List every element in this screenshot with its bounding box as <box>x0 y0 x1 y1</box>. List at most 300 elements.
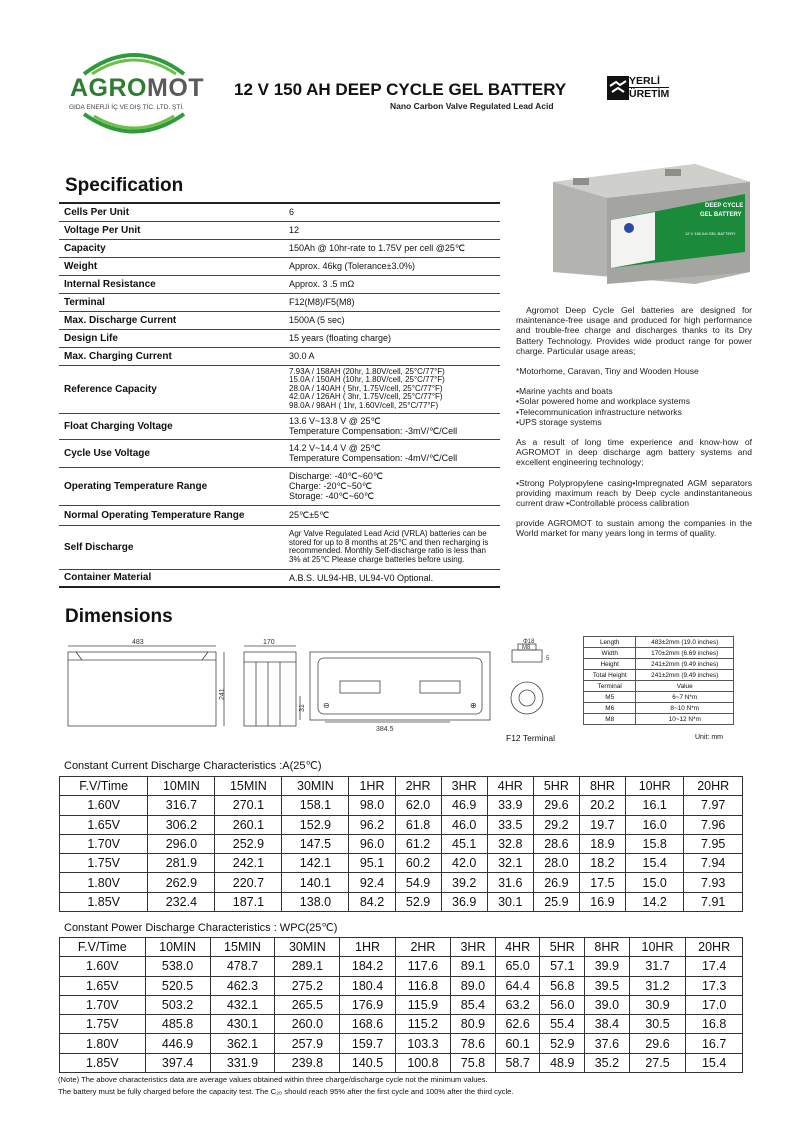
spec-value <box>284 311 500 329</box>
capacity-test-note: The battery must be fully charged before the capacity test. The C₂₀ should reach 95% after the first cycle and 100% after the third cycle. <box>58 1087 514 1096</box>
spec-row <box>59 525 500 569</box>
dimension-cell: 241±2mm (9.49 inches) <box>636 659 734 670</box>
spec-key: Cycle Use Voltage <box>64 447 150 459</box>
table-cell: 25.9 <box>533 892 579 911</box>
table-cell: 152.9 <box>282 815 349 834</box>
table-cell: 520.5 <box>145 976 210 995</box>
spec-row <box>59 365 500 413</box>
spec-key: Normal Operating Temperature Range <box>64 509 245 521</box>
table-cell: 18.9 <box>579 834 625 853</box>
table-cell: 30.1 <box>487 892 533 911</box>
spec-value <box>284 413 500 439</box>
table-cell: 180.4 <box>340 976 395 995</box>
table-row <box>60 854 743 873</box>
spec-value-line: 30.0 A <box>289 351 315 361</box>
spec-key: Reference Capacity <box>64 383 157 395</box>
spec-value <box>284 505 500 525</box>
spec-value-line: stored for up to 8 months at 25℃ and then recharging is <box>289 537 489 547</box>
table-cell: 19.7 <box>579 815 625 834</box>
table-cell: 96.2 <box>349 815 395 834</box>
table-cell: 20.2 <box>579 796 625 815</box>
table-cell: 96.0 <box>349 834 395 853</box>
spec-value <box>284 329 500 347</box>
table-cell: 62.6 <box>495 1015 540 1034</box>
minus-sign-icon: ⊖ <box>323 701 330 710</box>
torque-row <box>584 703 734 714</box>
spec-value-line: 14.2 V~14.4 V @ 25℃ <box>289 443 381 453</box>
spec-value-line: 28.0A / 140AH ( 5hr, 1.75V/cell, 25°C/77°F) <box>289 383 443 393</box>
table-header-row <box>60 938 743 957</box>
table-cell: 1.65V <box>60 976 146 995</box>
terminal-caption: F12 Terminal <box>506 733 555 743</box>
spec-key: Capacity <box>64 242 106 254</box>
table-cell: 252.9 <box>215 834 282 853</box>
description-paragraph: •Strong Polypropylene casing•Impregnated AGM separators providing maximum reach by Deep cycle andinstantaneous current draw •Controllable process calibration <box>516 477 752 509</box>
table-cell: 7.91 <box>684 892 743 911</box>
table-header-cell: 2HR <box>395 938 450 957</box>
spec-row <box>59 221 500 239</box>
table-cell: 39.5 <box>585 976 630 995</box>
table-cell: 289.1 <box>275 957 340 976</box>
table-row <box>60 976 743 995</box>
table-cell: 7.96 <box>684 815 743 834</box>
table-cell: 33.9 <box>487 796 533 815</box>
spec-row <box>59 347 500 365</box>
spec-value-line: 15 years (floating charge) <box>289 333 392 343</box>
table-row <box>60 873 743 892</box>
table-cell: 31.7 <box>629 957 686 976</box>
spec-value-line: 1500A (5 sec) <box>289 315 345 325</box>
table-cell: 89.1 <box>451 957 496 976</box>
table-cell: 140.1 <box>282 873 349 892</box>
table-row <box>60 892 743 911</box>
table-cell: 296.0 <box>148 834 215 853</box>
table-cell: 63.2 <box>495 995 540 1014</box>
table-row <box>60 957 743 976</box>
table-cell: 538.0 <box>145 957 210 976</box>
table-row <box>60 1053 743 1072</box>
table-header-cell: 10MIN <box>148 777 215 796</box>
spec-value <box>284 257 500 275</box>
table-header-cell: 20HR <box>684 777 743 796</box>
table-cell: 1.65V <box>60 815 148 834</box>
table-cell: 1.60V <box>60 957 146 976</box>
brand-subtitle: GIDA ENERJİ İÇ VE DIŞ TİC. LTD. ŞTİ. <box>69 104 184 111</box>
table-cell: 46.0 <box>441 815 487 834</box>
table-cell: 138.0 <box>282 892 349 911</box>
dim-diameter-label: Φ18 <box>523 639 535 645</box>
dim-thread-label: M8 <box>522 645 531 651</box>
table-cell: 142.1 <box>282 854 349 873</box>
dim-width-label: 170 <box>263 639 275 646</box>
table-cell: 1.80V <box>60 873 148 892</box>
table-cell: 485.8 <box>145 1015 210 1034</box>
table-cell: 7.93 <box>684 873 743 892</box>
spec-key: Container Material <box>64 572 152 584</box>
spec-row <box>59 467 500 505</box>
table-cell: 45.1 <box>441 834 487 853</box>
table-cell: 430.1 <box>210 1015 275 1034</box>
spec-value-line: Temperature Compensation: -4mV/℃/Cell <box>289 453 458 463</box>
dimension-row <box>584 670 734 681</box>
torque-row <box>584 692 734 703</box>
table-cell: 1.60V <box>60 796 148 815</box>
torque-row <box>584 714 734 725</box>
table-cell: 16.7 <box>686 1034 743 1053</box>
dim-depth-label: 5 <box>546 656 550 662</box>
brand-name: AGROMOT <box>70 74 205 102</box>
spec-value-line: 42.0A / 126AH ( 3hr, 1.75V/cell, 25°C/77°F) <box>289 392 443 402</box>
table-cell: 117.6 <box>395 957 450 976</box>
table-cell: 78.6 <box>451 1034 496 1053</box>
table-cell: 116.8 <box>395 976 450 995</box>
table-cell: 478.7 <box>210 957 275 976</box>
table-cell: 35.2 <box>585 1053 630 1072</box>
yerli-uretim-badge: YERLİ ÜRETİM <box>606 72 664 110</box>
table-cell: 16.0 <box>626 815 684 834</box>
dimension-table <box>583 636 734 725</box>
dimension-row <box>584 637 734 648</box>
table-header-cell: 1HR <box>340 938 395 957</box>
spec-value-line: 150Ah @ 10hr-rate to 1.75V per cell @25℃ <box>289 242 465 253</box>
table-cell: 39.0 <box>585 995 630 1014</box>
spec-value <box>284 203 500 221</box>
table-cell: 17.3 <box>686 976 743 995</box>
table-cell: 17.4 <box>686 957 743 976</box>
table-cell: 15.0 <box>626 873 684 892</box>
table-header-cell: 20HR <box>686 938 743 957</box>
table-cell: 32.1 <box>487 854 533 873</box>
table-cell: 54.9 <box>395 873 441 892</box>
description-paragraph: •Marine yachts and boats •Solar powered home and workplace systems •Telecommunication infrastructure networks •UPS storage systems <box>516 386 691 427</box>
table-cell: 28.0 <box>533 854 579 873</box>
table-row <box>60 815 743 834</box>
table-header-cell: 4HR <box>487 777 533 796</box>
table-cell: 503.2 <box>145 995 210 1014</box>
spec-value-line: 98.0A / 98AH ( 1hr, 1.60V/cell, 25°C/77°F) <box>289 400 439 410</box>
specification-table <box>59 202 500 588</box>
table-cell: 140.5 <box>340 1053 395 1072</box>
spec-key: Voltage Per Unit <box>64 224 141 236</box>
table-cell: 16.1 <box>626 796 684 815</box>
table-cell: 275.2 <box>275 976 340 995</box>
table-cell: 262.9 <box>148 873 215 892</box>
table-cell: 52.9 <box>540 1034 585 1053</box>
table-cell: 232.4 <box>148 892 215 911</box>
spec-row <box>59 505 500 525</box>
spec-key: Max. Discharge Current <box>64 314 177 326</box>
table-cell: 85.4 <box>451 995 496 1014</box>
dimension-cell: 241±2mm (9.49 inches) <box>636 670 734 681</box>
table-cell: 28.6 <box>533 834 579 853</box>
spec-row <box>59 203 500 221</box>
page-title: 12 V 150 AH DEEP CYCLE GEL BATTERY <box>234 80 567 99</box>
torque-cell: M8 <box>584 714 636 725</box>
note-text: (Note) The above characteristics data are average values obtained within three charge/discharge cycle not the minimum values. <box>58 1075 488 1084</box>
spec-value <box>284 439 500 467</box>
spec-value-line: Agr Valve Regulated Lead Acid (VRLA) batteries can be <box>289 529 487 538</box>
torque-cell: 6~7 N*m <box>636 692 734 703</box>
description-paragraph: *Motorhome, Caravan, Tiny and Wooden House <box>516 366 699 377</box>
dimension-cell: Height <box>584 659 636 670</box>
table-row <box>60 1034 743 1053</box>
table-cell: 1.75V <box>60 1015 146 1034</box>
torque-cell: M6 <box>584 703 636 714</box>
table-cell: 95.1 <box>349 854 395 873</box>
battery-image <box>545 160 755 285</box>
table-cell: 260.0 <box>275 1015 340 1034</box>
dimension-row <box>584 659 734 670</box>
table-cell: 158.1 <box>282 796 349 815</box>
table-cell: 15.4 <box>626 854 684 873</box>
dimension-drawings <box>60 636 580 746</box>
spec-value-line: 25℃±5℃ <box>289 510 330 520</box>
table-cell: 397.4 <box>145 1053 210 1072</box>
table-header-cell: 10MIN <box>145 938 210 957</box>
spec-value-line: Storage: -40℃~60℃ <box>289 491 375 501</box>
spec-value-line: Charge: -20℃~50℃ <box>289 481 373 491</box>
spec-key: Weight <box>64 260 98 272</box>
table-cell: 220.7 <box>215 873 282 892</box>
table-cell: 18.2 <box>579 854 625 873</box>
table-cell: 100.8 <box>395 1053 450 1072</box>
dimension-cell: Total Height <box>584 670 636 681</box>
spec-key: Max. Charging Current <box>64 350 172 362</box>
table-cell: 38.4 <box>585 1015 630 1034</box>
table-cell: 257.9 <box>275 1034 340 1053</box>
spec-row <box>59 329 500 347</box>
spec-key: Float Charging Voltage <box>64 420 173 432</box>
spec-value <box>284 347 500 365</box>
table-header-cell: 30MIN <box>282 777 349 796</box>
table-cell: 58.7 <box>495 1053 540 1072</box>
table-cell: 52.9 <box>395 892 441 911</box>
table-cell: 184.2 <box>340 957 395 976</box>
table-cell: 56.8 <box>540 976 585 995</box>
spec-key: Terminal <box>64 296 105 308</box>
table-header-cell: 8HR <box>585 938 630 957</box>
description-paragraph: As a result of long time experience and know-how of AGROMOT in deep discharge agm battery systems and excellent engineering technology; <box>516 437 752 468</box>
table-cell: 57.1 <box>540 957 585 976</box>
table-cell: 462.3 <box>210 976 275 995</box>
table-header-cell: 15MIN <box>215 777 282 796</box>
spec-key: Cells Per Unit <box>64 206 130 218</box>
table-cell: 55.4 <box>540 1015 585 1034</box>
spec-row <box>59 311 500 329</box>
spec-key: Internal Resistance <box>64 278 156 290</box>
handshake-icon <box>606 72 630 102</box>
spec-key: Operating Temperature Range <box>64 480 208 492</box>
table-cell: 7.97 <box>684 796 743 815</box>
table-cell: 29.6 <box>533 796 579 815</box>
torque-header-row <box>584 681 734 692</box>
table-cell: 176.9 <box>340 995 395 1014</box>
spec-value-line: 7.93A / 158AH (20hr, 1.80V/cell, 25°C/77°F) <box>289 366 445 376</box>
torque-header-cell: Terminal <box>584 681 636 692</box>
table-cell: 159.7 <box>340 1034 395 1053</box>
dimension-cell: 170±2mm (6.69 inches) <box>636 648 734 659</box>
table-cell: 270.1 <box>215 796 282 815</box>
table-cell: 265.5 <box>275 995 340 1014</box>
table-cell: 1.80V <box>60 1034 146 1053</box>
spec-value-line: 6 <box>289 207 295 218</box>
current-discharge-table <box>59 776 743 912</box>
table-row <box>60 834 743 853</box>
table-cell: 7.94 <box>684 854 743 873</box>
spec-value-line: recommended. Monthly Self-discharge ratio is less than <box>289 546 486 555</box>
table-header-row <box>60 777 743 796</box>
table-cell: 1.70V <box>60 834 148 853</box>
power-table-caption: Constant Power Discharge Characteristics : WPC(25℃) <box>64 922 338 934</box>
table-cell: 103.3 <box>395 1034 450 1053</box>
spec-value-line: 12 <box>289 225 300 235</box>
spec-value <box>284 365 500 413</box>
table-header-cell: 30MIN <box>275 938 340 957</box>
table-cell: 446.9 <box>145 1034 210 1053</box>
table-header-cell: 5HR <box>533 777 579 796</box>
table-cell: 17.0 <box>686 995 743 1014</box>
table-cell: 17.5 <box>579 873 625 892</box>
table-row <box>60 1015 743 1034</box>
table-header-cell: 5HR <box>540 938 585 957</box>
table-cell: 61.8 <box>395 815 441 834</box>
table-cell: 15.8 <box>626 834 684 853</box>
table-cell: 1.85V <box>60 892 148 911</box>
table-cell: 60.1 <box>495 1034 540 1053</box>
unit-label: Unit: mm <box>695 734 723 741</box>
table-cell: 37.6 <box>585 1034 630 1053</box>
spec-row <box>59 569 500 587</box>
plus-sign-icon: ⊕ <box>470 701 477 710</box>
table-cell: 281.9 <box>148 854 215 873</box>
table-cell: 39.9 <box>585 957 630 976</box>
battery-label-1: DEEP CYCLE <box>705 203 744 209</box>
table-cell: 362.1 <box>210 1034 275 1053</box>
table-header-cell: F.V/Time <box>60 938 146 957</box>
table-cell: 260.1 <box>215 815 282 834</box>
dim-length-label: 483 <box>132 639 144 646</box>
spec-value-line: 3% at 25℃ Please charge batteries before using. <box>289 554 465 564</box>
table-cell: 89.0 <box>451 976 496 995</box>
table-header-cell: 2HR <box>395 777 441 796</box>
table-cell: 331.9 <box>210 1053 275 1072</box>
table-cell: 115.2 <box>395 1015 450 1034</box>
table-cell: 15.4 <box>686 1053 743 1072</box>
spec-key: Design Life <box>64 332 118 344</box>
table-cell: 30.5 <box>629 1015 686 1034</box>
table-cell: 32.8 <box>487 834 533 853</box>
table-header-cell: 15MIN <box>210 938 275 957</box>
spec-value <box>284 275 500 293</box>
spec-row <box>59 257 500 275</box>
table-cell: 1.70V <box>60 995 146 1014</box>
power-discharge-table <box>59 937 743 1073</box>
spec-key: Self Discharge <box>64 541 134 553</box>
spec-value <box>284 467 500 505</box>
spec-value-line: F12(M8)/F5(M8) <box>289 297 355 307</box>
table-header-cell: 8HR <box>579 777 625 796</box>
current-table-caption: Constant Current Discharge Characteristics :A(25℃) <box>64 760 322 772</box>
spec-value-line: Approx. 46kg (Tolerance±3.0%) <box>289 261 416 271</box>
table-cell: 115.9 <box>395 995 450 1014</box>
table-cell: 39.2 <box>441 873 487 892</box>
table-cell: 61.2 <box>395 834 441 853</box>
table-cell: 64.4 <box>495 976 540 995</box>
spec-value-line: Temperature Compensation: -3mV/℃/Cell <box>289 426 458 436</box>
table-cell: 316.7 <box>148 796 215 815</box>
table-cell: 1.75V <box>60 854 148 873</box>
table-cell: 31.2 <box>629 976 686 995</box>
dimension-cell: Width <box>584 648 636 659</box>
dimension-cell: 483±2mm (19.0 inches) <box>636 637 734 648</box>
table-cell: 242.1 <box>215 854 282 873</box>
spec-row <box>59 413 500 439</box>
spec-value-line: Approx. 3 .5 mΩ <box>289 279 355 289</box>
table-cell: 30.9 <box>629 995 686 1014</box>
table-cell: 432.1 <box>210 995 275 1014</box>
table-cell: 84.2 <box>349 892 395 911</box>
specification-heading: Specification <box>65 175 184 196</box>
table-cell: 14.2 <box>626 892 684 911</box>
table-cell: 42.0 <box>441 854 487 873</box>
table-cell: 29.6 <box>629 1034 686 1053</box>
dimensions-heading: Dimensions <box>65 606 173 627</box>
product-description <box>516 305 752 549</box>
table-cell: 306.2 <box>148 815 215 834</box>
table-header-cell: 10HR <box>626 777 684 796</box>
table-cell: 80.9 <box>451 1015 496 1034</box>
spec-value-line: Discharge: -40℃~60℃ <box>289 471 384 481</box>
table-cell: 31.6 <box>487 873 533 892</box>
table-row <box>60 995 743 1014</box>
table-header-cell: 3HR <box>451 938 496 957</box>
table-cell: 75.8 <box>451 1053 496 1072</box>
spec-value <box>284 525 500 569</box>
dimension-row <box>584 648 734 659</box>
torque-cell: 8~10 N*m <box>636 703 734 714</box>
spec-value-line: 15.0A / 150AH (10hr, 1.80V/cell, 25°C/77°F) <box>289 375 445 385</box>
dim-spacing-label: 384.5 <box>376 726 394 733</box>
table-cell: 92.4 <box>349 873 395 892</box>
agromot-logo <box>64 44 204 139</box>
table-header-cell: 4HR <box>495 938 540 957</box>
torque-header-cell: Value <box>636 681 734 692</box>
table-cell: 62.0 <box>395 796 441 815</box>
torque-cell: 10~12 N*m <box>636 714 734 725</box>
spec-value-line: A.B.S. UL94-HB, UL94-V0 Optional. <box>289 572 434 583</box>
table-cell: 33.5 <box>487 815 533 834</box>
spec-row <box>59 293 500 311</box>
table-header-cell: 10HR <box>629 938 686 957</box>
spec-value <box>284 221 500 239</box>
table-cell: 239.8 <box>275 1053 340 1072</box>
table-cell: 7.95 <box>684 834 743 853</box>
table-row <box>60 796 743 815</box>
table-header-cell: F.V/Time <box>60 777 148 796</box>
spec-row <box>59 275 500 293</box>
spec-value <box>284 569 500 587</box>
dim-height-label: 241 <box>219 688 226 700</box>
spec-value-line: 13.6 V~13.8 V @ 25℃ <box>289 416 381 426</box>
table-cell: 147.5 <box>282 834 349 853</box>
spec-value <box>284 293 500 311</box>
table-cell: 187.1 <box>215 892 282 911</box>
table-cell: 98.0 <box>349 796 395 815</box>
table-cell: 1.85V <box>60 1053 146 1072</box>
table-cell: 56.0 <box>540 995 585 1014</box>
table-cell: 27.5 <box>629 1053 686 1072</box>
table-cell: 168.6 <box>340 1015 395 1034</box>
